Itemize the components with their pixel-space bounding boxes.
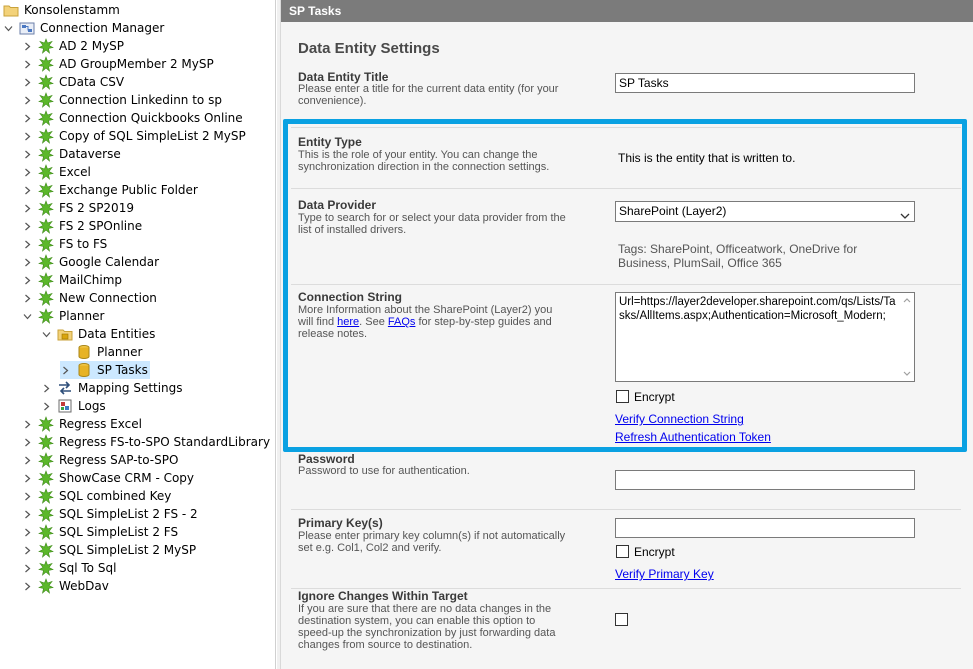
field-title: Data Provider [298,198,377,212]
desc-text: for step-by-step guides and release notes. [298,316,552,340]
navigation-tree [0,0,276,669]
data-provider-select[interactable] [615,201,915,222]
connection-icon [38,92,54,108]
tree-item-label: SQL SimpleList 2 FS - 2 [59,507,198,521]
connection-icon [38,452,54,468]
connection-icon [38,56,54,72]
tree-item-label: Connection Quickbooks Online [59,111,243,125]
tree-item-label: FS 2 SPOnline [59,219,143,233]
chevron-right-icon[interactable] [22,289,33,307]
data-entities-icon [57,326,73,342]
field-description: Password to use for authentication. [298,465,470,477]
tree-item[interactable] [22,505,200,523]
tree-item-label: Konsolenstamm [24,3,120,17]
field-description: This is the role of your entity. You can change the synchronization direction in the connection settings. [298,149,550,173]
tree-item[interactable] [22,469,196,487]
chevron-right-icon[interactable] [41,397,52,415]
tree-item[interactable] [22,451,180,469]
tree-item-label: AD GroupMember 2 MySP [59,57,214,71]
tree-item[interactable] [22,271,124,289]
tree-item-label: Regress SAP-to-SPO [59,453,179,467]
tree-item-label: SQL combined Key [59,489,172,503]
chevron-right-icon[interactable] [60,361,71,379]
chevron-right-icon[interactable] [22,523,33,541]
connection-icon [38,110,54,126]
connection-icon [38,128,54,144]
field-description: If you are sure that there are no data changes in the destination system, you can enable this option to speed-up the synchronization by just forwarding data changes from source to destination. [298,603,556,651]
connection-icon [38,560,54,576]
tree-item[interactable] [22,55,216,73]
connection-icon [38,542,54,558]
chevron-right-icon[interactable] [22,145,33,163]
connection-icon [38,254,54,270]
spacer [60,343,71,361]
connection-icon [38,290,54,306]
tree-item[interactable] [41,325,157,343]
tree-item[interactable] [22,181,200,199]
entity-type-value: This is the entity that is written to. [618,151,796,165]
entity-icon [76,344,92,360]
tree-item-label: Excel [59,165,91,179]
tree-item[interactable] [22,37,126,55]
tree-item-label: ShowCase CRM - Copy [59,471,195,485]
connection-string-value: Url=https://layer2developer.sharepoint.com/qs/Lists/Tasks/AllItems.aspx;Authentication=Microsoft_Modern; [619,296,896,322]
tree-item[interactable] [60,361,150,379]
tree-item[interactable] [3,1,122,19]
tree-item[interactable] [22,433,272,451]
tree-item-label: Google Calendar [59,255,160,269]
tree-item-label: Planner [97,345,143,359]
tree-item[interactable] [22,217,144,235]
chevron-right-icon[interactable] [22,91,33,109]
field-title: Ignore Changes Within Target [298,589,468,603]
verify-primary-key-link[interactable]: Verify Primary Key [615,567,714,581]
connection-icon [38,272,54,288]
entity-settings-panel [281,0,973,669]
tree-item[interactable] [22,577,111,595]
chevron-right-icon[interactable] [22,541,33,559]
field-title: Entity Type [298,135,362,149]
tree-item[interactable] [22,415,144,433]
connection-manager-icon [19,20,35,36]
tree-item[interactable] [22,145,123,163]
chevron-right-icon[interactable] [22,217,33,235]
field-description [298,304,568,340]
connection-icon [38,236,54,252]
desc-text: More Information about the SharePoint (Layer2) you will find [298,304,553,328]
tree-item[interactable] [22,487,173,505]
chevron-right-icon[interactable] [22,127,33,145]
chevron-right-icon[interactable] [22,199,33,217]
tree-item[interactable] [22,253,161,271]
chevron-right-icon[interactable] [22,55,33,73]
chevron-right-icon[interactable] [41,379,52,397]
tree-item[interactable] [22,559,118,577]
tree-item-label: Logs [78,399,106,413]
tree-item[interactable] [41,397,108,415]
tree-item[interactable] [22,163,93,181]
tree-item-label: Dataverse [59,147,121,161]
field-ignore-changes [291,588,961,669]
tree-item-label: Planner [59,309,105,323]
tree-item-label: Exchange Public Folder [59,183,198,197]
field-description: Please enter primary key column(s) if not automatically set e.g. Col1, Col2 and verify. [298,530,566,554]
chevron-right-icon[interactable] [22,163,33,181]
tree-item-label: FS to FS [59,237,108,251]
chevron-down-icon[interactable] [3,19,14,37]
tree-item-label: SQL SimpleList 2 FS [59,525,179,539]
tree-item[interactable] [22,235,109,253]
chevron-right-icon[interactable] [22,415,33,433]
tree-item[interactable] [22,307,106,325]
connection-encrypt-checkbox[interactable] [616,390,629,403]
faqs-link[interactable]: FAQs [387,316,416,328]
tree-item[interactable] [60,343,144,361]
mapping-icon [57,380,73,396]
tree-item[interactable] [22,523,180,541]
section-title: Data Entity Settings [298,40,440,57]
folder-icon [3,2,19,18]
connection-icon [38,578,54,594]
chevron-right-icon[interactable] [22,559,33,577]
connection-icon [38,200,54,216]
connection-icon [38,74,54,90]
connection-icon [38,164,54,180]
tree-item[interactable] [22,91,224,109]
textarea-scrollbar[interactable] [900,293,914,381]
tree-item[interactable] [41,379,185,397]
tree-item[interactable] [3,19,166,37]
password-input[interactable] [615,470,915,490]
tree-item[interactable] [22,541,198,559]
tree-item[interactable] [22,127,248,145]
connection-icon [38,182,54,198]
logs-icon [57,398,73,414]
field-title: Connection String [298,290,402,304]
entity-title-input[interactable]: SP Tasks [615,73,915,93]
field-description: Type to search for or select your data provider from the list of installed drivers. [298,212,566,236]
tree-item-label: SQL SimpleList 2 MySP [59,543,197,557]
chevron-right-icon[interactable] [22,577,33,595]
desc-text: . See [359,316,388,328]
here-link[interactable]: here [337,316,360,328]
tree-item-label: Connection Linkedinn to sp [59,93,222,107]
tree-item-label: Regress FS-to-SPO StandardLibrary [59,435,271,449]
chevron-right-icon[interactable] [22,487,33,505]
encrypt-label: Encrypt [634,545,675,559]
chevron-right-icon[interactable] [22,433,33,451]
chevron-right-icon[interactable] [22,253,33,271]
chevron-right-icon[interactable] [22,271,33,289]
connection-icon [38,308,54,324]
tree-item-label: CData CSV [59,75,125,89]
chevron-right-icon[interactable] [22,469,33,487]
connection-icon [38,470,54,486]
tree-item[interactable] [22,109,245,127]
connection-icon [38,218,54,234]
primary-key-encrypt-checkbox[interactable] [616,545,629,558]
connection-icon [38,506,54,522]
tree-item-label: FS 2 SP2019 [59,201,134,215]
tree-item-label: Mapping Settings [78,381,183,395]
tree-item-label: Regress Excel [59,417,142,431]
refresh-token-link[interactable]: Refresh Authentication Token [615,430,771,444]
connection-icon [38,434,54,450]
tree-item-label: Data Entities [78,327,156,341]
connection-icon [38,38,54,54]
connection-icon [38,524,54,540]
entity-icon [76,362,92,378]
tree-item-label: New Connection [59,291,157,305]
tree-item-label: Connection Manager [40,21,165,35]
connection-icon [38,488,54,504]
chevron-right-icon[interactable] [22,505,33,523]
connection-icon [38,416,54,432]
chevron-down-icon[interactable] [22,307,33,325]
ignore-changes-checkbox[interactable] [615,613,628,626]
field-title: Data Entity Title [298,70,389,84]
tree-item-label: WebDav [59,579,109,593]
chevron-right-icon[interactable] [22,235,33,253]
chevron-right-icon[interactable] [22,181,33,199]
tree-item[interactable] [22,199,136,217]
tree-item-label: MailChimp [59,273,122,287]
primary-key-input[interactable] [615,518,915,538]
chevron-right-icon[interactable] [22,109,33,127]
chevron-right-icon[interactable] [22,73,33,91]
field-title: Password [298,452,355,466]
connection-string-input[interactable] [615,292,915,382]
encrypt-label: Encrypt [634,390,675,404]
tree-item-label: AD 2 MySP [59,39,125,53]
tree-item-label: Copy of SQL SimpleList 2 MySP [59,129,246,143]
verify-connection-link[interactable]: Verify Connection String [615,412,744,426]
chevron-down-icon[interactable] [41,325,52,343]
chevron-down-icon [900,207,910,226]
connection-icon [38,146,54,162]
tree-item-label: Sql To Sql [59,561,117,575]
provider-tags: Tags: SharePoint, Officeatwork, OneDrive for Business, PlumSail, Office 365 [618,242,858,270]
chevron-right-icon[interactable] [22,37,33,55]
chevron-right-icon[interactable] [22,451,33,469]
field-description: Please enter a title for the current data entity (for your convenience). [298,83,559,107]
panel-header: SP Tasks [281,0,973,22]
tree-item[interactable] [22,289,159,307]
field-title: Primary Key(s) [298,516,383,530]
tree-item-label: SP Tasks [97,363,148,377]
tree-item[interactable] [22,73,126,91]
data-provider-selected: SharePoint (Layer2) [619,204,727,218]
